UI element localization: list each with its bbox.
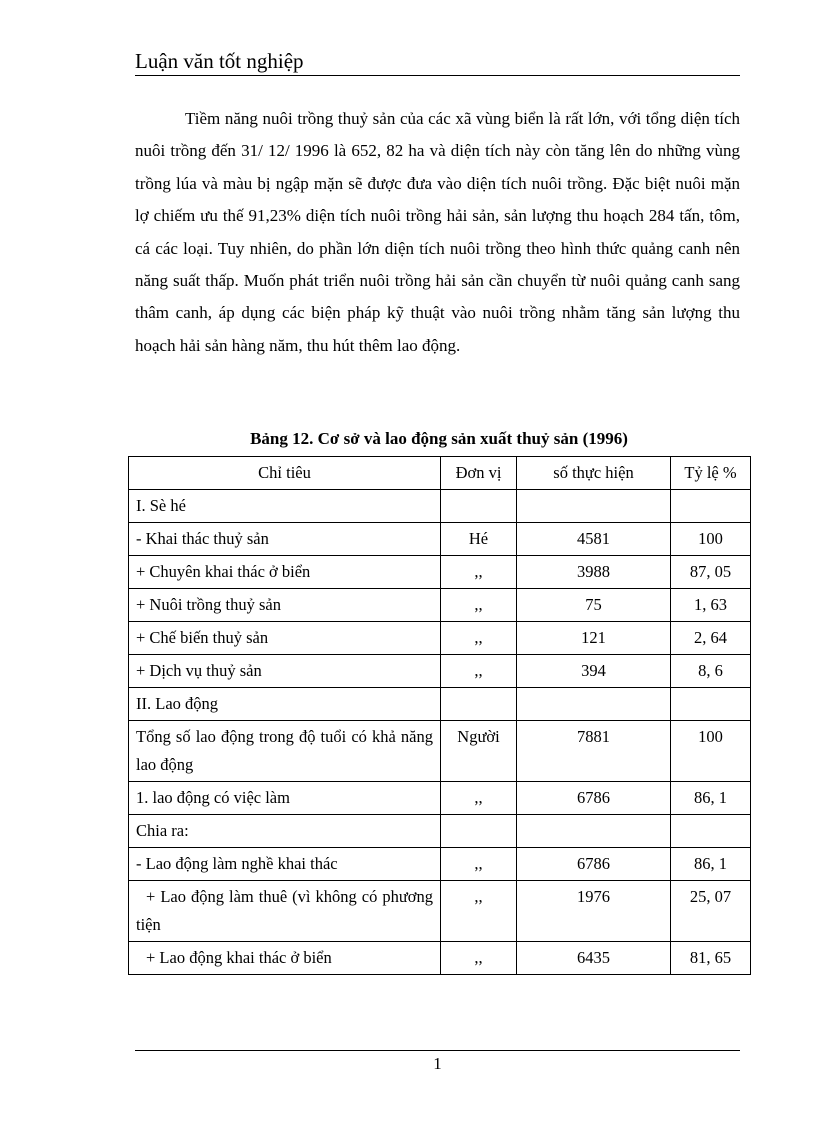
row-label: + Lao động khai thác ở biển [129, 942, 441, 975]
row-unit: ,, [441, 589, 517, 622]
row-unit: ,, [441, 556, 517, 589]
row-percent: 8, 6 [671, 655, 751, 688]
row-value [517, 688, 671, 721]
table-row [129, 589, 751, 622]
row-label: 1. lao động có việc làm [129, 782, 441, 815]
row-label: + Nuôi trồng thuỷ sản [129, 589, 441, 622]
row-unit: ,, [441, 655, 517, 688]
row-unit: ,, [441, 848, 517, 881]
row-percent: 100 [671, 721, 751, 782]
column-header-unit: Đơn vị [441, 457, 517, 490]
table-row [129, 815, 751, 848]
row-percent [671, 490, 751, 523]
row-label: + Chuyên khai thác ở biển [129, 556, 441, 589]
table-header-row [129, 457, 751, 490]
row-value: 4581 [517, 523, 671, 556]
table-row [129, 881, 751, 942]
row-unit [441, 815, 517, 848]
row-unit: ,, [441, 622, 517, 655]
header-divider [135, 75, 740, 76]
row-percent: 87, 05 [671, 556, 751, 589]
table-row [129, 942, 751, 975]
column-header-value: số thực hiện [517, 457, 671, 490]
data-table [128, 456, 751, 975]
page-number: 1 [433, 1054, 442, 1073]
table-row [129, 688, 751, 721]
footer-divider [135, 1050, 740, 1051]
row-percent: 1, 63 [671, 589, 751, 622]
table-row [129, 655, 751, 688]
row-value: 121 [517, 622, 671, 655]
row-value: 6435 [517, 942, 671, 975]
document-header-title: Luận văn tốt nghiệp [135, 49, 304, 73]
row-label: Chia ra: [129, 815, 441, 848]
table-row [129, 556, 751, 589]
table-row [129, 848, 751, 881]
row-percent: 2, 64 [671, 622, 751, 655]
row-label: Tổng số lao động trong độ tuổi có khả năng lao động [129, 721, 441, 782]
row-percent: 86, 1 [671, 848, 751, 881]
row-percent: 86, 1 [671, 782, 751, 815]
row-value: 6786 [517, 782, 671, 815]
row-unit: ,, [441, 782, 517, 815]
table-row [129, 721, 751, 782]
row-unit: Người [441, 721, 517, 782]
row-percent [671, 688, 751, 721]
row-unit: Hé [441, 523, 517, 556]
row-unit [441, 490, 517, 523]
body-paragraph: Tiềm năng nuôi trồng thuỷ sản của các xã vùng biển là rất lớn, với tổng diện tích nuôi trồng đến 31/ 12/ 1996 là 652, 82 ha và diện tích này còn tăng lên do những vùng trồng lúa và màu bị ngập mặn sẽ được đưa vào diện tích nuôi trồng. Đặc biệt nuôi mặn lợ chiếm ưu thế 91,23% diện tích nuôi trồng hải sản, sản lượng thu hoạch 284 tấn, tôm, cá các loại. Tuy nhiên, do phần lớn diện tích nuôi trồng theo hình thức quảng canh nên năng suất thấp. Muốn phát triển nuôi trồng hải sản cần chuyển từ nuôi quảng canh sang thâm canh, áp dụng các biện pháp kỹ thuật vào nuôi trồng nhằm tăng sản lượng thu hoạch hải sản hàng năm, thu hút thêm lao động. [135, 109, 740, 355]
row-unit: ,, [441, 942, 517, 975]
row-label: - Khai thác thuỷ sản [129, 523, 441, 556]
table-row [129, 490, 751, 523]
row-value: 394 [517, 655, 671, 688]
table-row [129, 523, 751, 556]
row-value [517, 490, 671, 523]
column-header-indicator: Chỉ tiêu [129, 457, 441, 490]
table-row [129, 782, 751, 815]
table-row [129, 622, 751, 655]
table-caption: Bảng 12. Cơ sở và lao động sản xuất thuỷ sản (1996) [250, 429, 628, 448]
row-value: 7881 [517, 721, 671, 782]
row-unit [441, 688, 517, 721]
row-percent: 100 [671, 523, 751, 556]
row-label: - Lao động làm nghề khai thác [129, 848, 441, 881]
row-label: + Lao động làm thuê (vì không có phương tiện [129, 881, 441, 942]
row-value: 1976 [517, 881, 671, 942]
row-label: + Chế biến thuỷ sản [129, 622, 441, 655]
row-value: 75 [517, 589, 671, 622]
row-label: II. Lao động [129, 688, 441, 721]
row-percent: 25, 07 [671, 881, 751, 942]
row-value [517, 815, 671, 848]
row-label: + Dịch vụ thuỷ sản [129, 655, 441, 688]
column-header-percent: Tỷ lệ % [671, 457, 751, 490]
row-percent: 81, 65 [671, 942, 751, 975]
row-percent [671, 815, 751, 848]
row-value: 3988 [517, 556, 671, 589]
row-label: I. Sè hé [129, 490, 441, 523]
row-value: 6786 [517, 848, 671, 881]
row-unit: ,, [441, 881, 517, 942]
